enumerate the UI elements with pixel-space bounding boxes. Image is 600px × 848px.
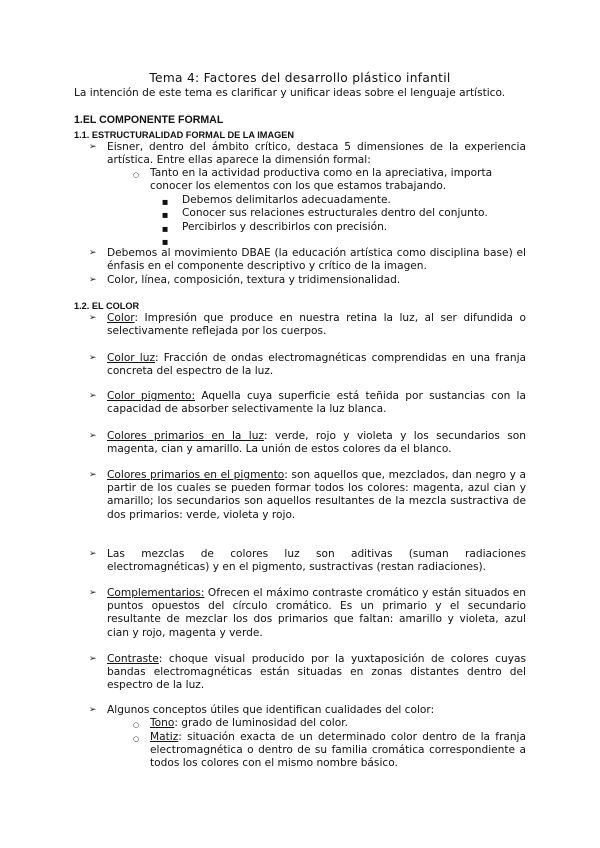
concept-term: Matiz bbox=[150, 731, 179, 743]
list-item-dbae: Debemos al movimiento DBAE (la educación artística como disciplina base) el énfasis en el componente descriptivo y crítico de la imagen. bbox=[107, 247, 526, 273]
square-bullet-icon: ■ bbox=[162, 211, 169, 219]
circle-bullet-icon: ○ bbox=[133, 171, 140, 179]
arrow-bullet-icon: ➢ bbox=[89, 142, 97, 152]
arrow-bullet-icon: ➢ bbox=[89, 705, 97, 715]
color-item: Algunos conceptos útiles que identifican cualidades del color: bbox=[107, 704, 435, 716]
arrow-bullet-icon: ➢ bbox=[89, 353, 97, 363]
color-term: Colores primarios en el pigmento bbox=[107, 469, 285, 481]
list-item-elementos: Color, línea, composición, textura y tridimensionalidad. bbox=[107, 274, 401, 286]
color-term: Color bbox=[107, 312, 135, 324]
color-item: Contraste: choque visual producido por la yuxtaposición de colores cuyas bandas electromagnéticas están situadas en zonas distantes dentro del espectro de la luz. bbox=[107, 653, 526, 692]
square-bullet-icon: ■ bbox=[162, 225, 169, 233]
arrow-bullet-icon: ➢ bbox=[89, 391, 97, 401]
color-item: Colores primarios en la luz: verde, rojo y violeta y los secundarios son magenta, cian y amarillo. La unión de estos colores da el blanco. bbox=[107, 430, 526, 456]
arrow-bullet-icon: ➢ bbox=[89, 654, 97, 664]
color-item: Colores primarios en el pigmento: son aquellos que, mezclados, dan negro y a partir de los cuales se pueden formar todos los colores: magenta, azul cian y amarillo; los secundarios son aquellos resultantes de la mezcla sustractiva de dos primarios: verde, violeta y rojo. bbox=[107, 469, 526, 521]
sub-sub-item: Percibirlos y describirlos con precisión. bbox=[182, 221, 388, 233]
color-term: Color luz bbox=[107, 352, 156, 364]
arrow-bullet-icon: ➢ bbox=[89, 549, 97, 559]
sub-item-actividad: Tanto en la actividad productiva como en la apreciativa, importa conocer los elementos con los que estamos trabajando. bbox=[150, 167, 493, 193]
concept-item: Matiz: situación exacta de un determinado color dentro de la franja electromagnética o dentro de su familia cromática correspondiente a todos los colores con el mismo nombre básico. bbox=[150, 731, 526, 770]
color-item: Color pigmento: Aquella cuya superficie está teñida por sustancias con la capacidad de absorber selectivamente la luz blanca. bbox=[107, 390, 526, 416]
circle-bullet-icon: ○ bbox=[133, 735, 140, 743]
sub-sub-item: Conocer sus relaciones estructurales dentro del conjunto. bbox=[182, 207, 488, 219]
square-bullet-icon: ■ bbox=[162, 238, 169, 246]
color-item: Color luz: Fracción de ondas electromagnéticas comprendidas en una franja concreta del espectro de la luz. bbox=[107, 352, 526, 378]
sub-sub-item: Debemos delimitarlos adecuadamente. bbox=[182, 194, 391, 206]
color-term: Color pigmento: bbox=[107, 390, 196, 402]
color-item: Las mezclas de colores luz son aditivas (suman radiaciones electromagnéticas) y en el pigmento, sustractivas (restan radiaciones). bbox=[107, 548, 526, 574]
arrow-bullet-icon: ➢ bbox=[89, 248, 97, 258]
color-item: Complementarios: Ofrecen el máximo contraste cromático y están situados en puntos opuestos del círculo cromático. Es un primario y el secundario resultante de mezclar los dos primarios que faltan: amarillo y violeta, azul cian y rojo, magenta y verde. bbox=[107, 587, 526, 639]
arrow-bullet-icon: ➢ bbox=[89, 431, 97, 441]
square-bullet-icon: ■ bbox=[162, 198, 169, 206]
color-term: Complementarios: bbox=[107, 587, 205, 599]
arrow-bullet-icon: ➢ bbox=[89, 588, 97, 598]
intro-paragraph: La intención de este tema es clarificar y unificar ideas sobre el lenguaje artístico. bbox=[74, 87, 506, 99]
list-item-eisner: Eisner, dentro del ámbito crítico, destaca 5 dimensiones de la experiencia artística. Entre ellas aparece la dimensión formal: bbox=[107, 141, 526, 167]
arrow-bullet-icon: ➢ bbox=[89, 275, 97, 285]
circle-bullet-icon: ○ bbox=[133, 721, 140, 729]
concept-term: Tono bbox=[150, 717, 175, 729]
arrow-bullet-icon: ➢ bbox=[89, 470, 97, 480]
concept-item: Tono: grado de luminosidad del color. bbox=[150, 717, 348, 729]
arrow-bullet-icon: ➢ bbox=[89, 313, 97, 323]
color-term: Contraste bbox=[107, 653, 159, 665]
subsection-heading-color: 1.2. EL COLOR bbox=[74, 301, 140, 311]
section-heading-componente-formal: 1.EL COMPONENTE FORMAL bbox=[74, 114, 224, 126]
color-item: Color: Impresión que produce en nuestra retina la luz, al ser difundida o selectivamente reflejada por los cuerpos. bbox=[107, 312, 526, 338]
document-title: Tema 4: Factores del desarrollo plástico infantil bbox=[149, 71, 451, 85]
subsection-heading-estructuralidad: 1.1. ESTRUCTURALIDAD FORMAL DE LA IMAGEN bbox=[74, 130, 294, 140]
color-term: Colores primarios en la luz bbox=[107, 430, 264, 442]
